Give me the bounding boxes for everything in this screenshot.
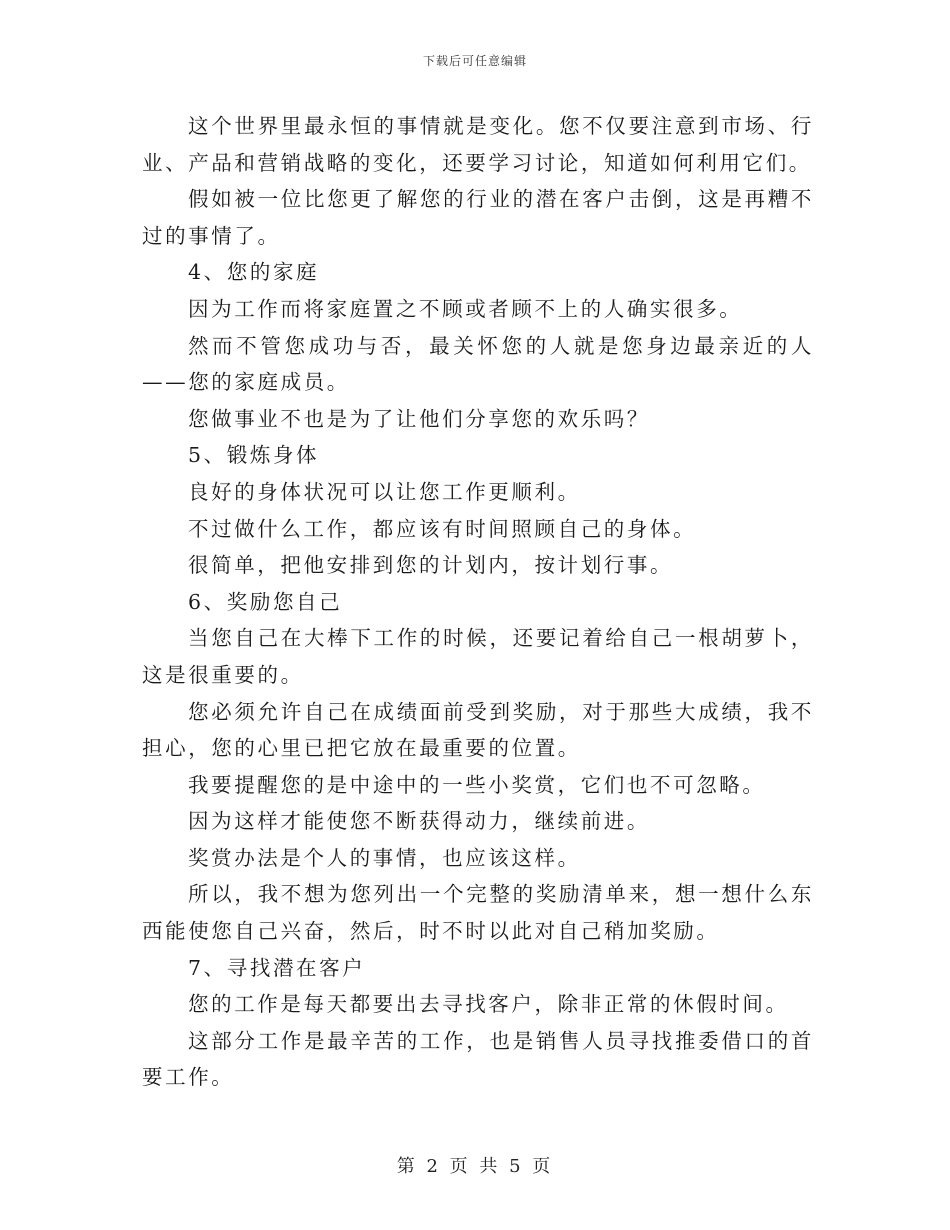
section-heading: 4、您的家庭 <box>188 260 320 285</box>
paragraph: 不过做什么工作，都应该有时间照顾自己的身体。 <box>188 516 697 541</box>
paragraph: 因为工作而将家庭置之不顾或者顾不上的人确实很多。 <box>188 296 743 321</box>
paragraph: 因为这样才能使您不断获得动力，继续前进。 <box>188 809 650 834</box>
paragraph: 然而不管您成功与否，最关怀您的人就是您身边最亲近的人——您的家庭成员。 <box>142 333 814 395</box>
document-body <box>142 108 814 1096</box>
paragraph: 这部分工作是最辛苦的工作，也是销售人员寻找推委借口的首要工作。 <box>142 1028 814 1090</box>
paragraph: 奖赏办法是个人的事情，也应该这样。 <box>188 845 581 870</box>
paragraph: 您做事业不也是为了让他们分享您的欢乐吗？ <box>188 406 650 431</box>
paragraph: 您的工作是每天都要出去寻找客户，除非正常的休假时间。 <box>188 992 789 1017</box>
section-heading: 7、寻找潜在客户 <box>188 955 366 980</box>
paragraph: 这个世界里最永恒的事情就是变化。您不仅要注意到市场、行业、产品和营销战略的变化，还要学习讨论，知道如何利用它们。 <box>142 114 814 175</box>
paragraph: 假如被一位比您更了解您的行业的潜在客户击倒，这是再糟不过的事情了。 <box>142 187 814 248</box>
paragraph: 您必须允许自己在成绩面前受到奖励，对于那些大成绩，我不担心，您的心里已把它放在最重要的位置。 <box>142 699 814 761</box>
paragraph: 我要提醒您的是中途中的一些小奖赏，它们也不可忽略。 <box>188 772 766 797</box>
paragraph: 所以，我不想为您列出一个完整的奖励清单来，想一想什么东西能使您自己兴奋，然后，时不时以此对自己稍加奖励。 <box>142 882 814 944</box>
page-header: 下载后可任意编辑 <box>422 54 527 68</box>
paragraph: 良好的身体状况可以让您工作更顺利。 <box>188 479 581 504</box>
section-heading: 6、奖励您自己 <box>188 589 343 614</box>
paragraph: 当您自己在大棒下工作的时候，还要记着给自己一根胡萝卜，这是很重要的。 <box>142 626 814 687</box>
page-number: 第 2 页 共 5 页 <box>396 1156 554 1177</box>
paragraph: 很简单，把他安排到您的计划内，按计划行事。 <box>188 553 674 578</box>
section-heading: 5、锻炼身体 <box>188 443 320 468</box>
